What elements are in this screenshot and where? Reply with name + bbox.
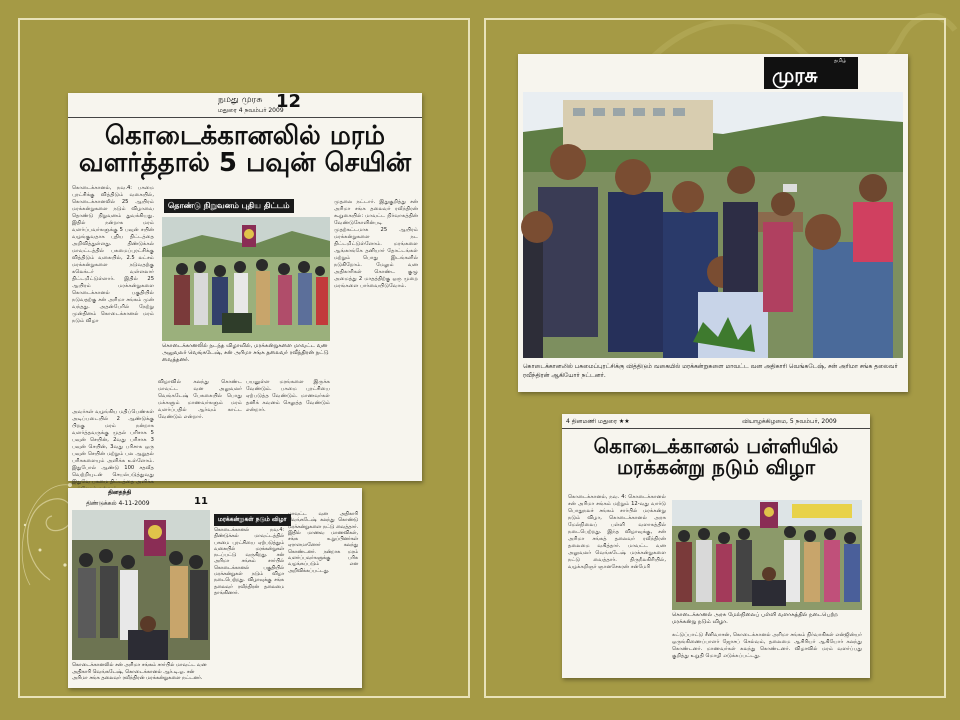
news-clipping-1 xyxy=(68,91,422,485)
paper-name: தினதந்தி xyxy=(108,489,132,496)
event-photo xyxy=(72,510,210,660)
headline xyxy=(68,123,422,178)
article-column: பயனுள்ள மரங்களை இருக்க வேண்டும். பசுமை புரட்சியை ஏற்படுத்த வேண்டும். மாணவர்கள் தனிக் கவனம் செலுத்த வேண்டும் என்றார். xyxy=(246,379,330,413)
photo-caption: கொடைக்கானலில் பசுமைப்புரட்சிக்கு வித்திடும் வகையில் மரக்கன்றுகளை மாவட்ட வன அதிகாரி வெங்கடேஷ், சன் அரிமா சங்க தலைவர் ரவீந்திரன் ஆகியோர் நட்டனர். xyxy=(523,363,898,379)
page-number: 11 xyxy=(194,496,208,507)
article-column: முதலை நட்டார். இதுகுறித்து சன் அரிமா சங்க தலைவர் ரவீந்திரன் கூறுகையில்: மாவட்ட நிர்வாகத்தின் வேண்டுகோளின்படி முதற்கட்டமாக 25 ஆயிரம் மரக்கன்றுகளை நட திட்டமிட்டுள்ளோம். மரங்களை ஆங்காங்கே தனியார் தோட்டங்கள் மற்றும் பொது இடங்களில் நடுகிறோம். மேலும் வன அதிகாரிகள் கொண்ட குழு அமைத்து 2 மாதத்திற்கு ஒரு முறை மரங்களை பார்வையிடுவோம். xyxy=(334,199,418,289)
headline-line-1: கொடைக்கானல் பள்ளியில் xyxy=(593,434,839,458)
news-clipping-2 xyxy=(518,54,908,392)
subhead-banner: மரக்கன்றுகள் நடும் விழா xyxy=(214,514,291,526)
event-photo xyxy=(523,92,903,358)
article-column: கொடைக்கானல் நவ.4: திண்டுக்கல் மாவட்டத்தில் பசுமை புரட்சியை ஏற்படுத்தும் வகையில் மரக்கன்றுகள் நடப்பட்டு வருகிறது. சன் அரிமா சங்கம் சார்பில் கொடைக்கானல் பகுதியில் மரக்கன்றுகள் நடும் விழா நடைபெற்றது. விழாவுக்கு சங்க தலைவர் ரவீந்திரன் தலைமை தாங்கினார். xyxy=(214,528,284,596)
headline-line-1: கொடைக்கானலில் மரம் xyxy=(104,121,386,151)
event-photo xyxy=(672,500,862,610)
news-clipping-4 xyxy=(562,414,870,678)
photo-caption: கொடைக்கானலில் சன் அரிமா சங்கம் சார்பில் மாவட்ட வன அதிகாரி வெங்கடேஷ், கொடைக்கானல் ஆர்.டி.ஓ. சன் அரிமா சங்க தலைவர் ரவீந்திரன் மரக்கன்றுகளை நட்டனர். xyxy=(72,662,207,681)
article-column: கொடைக்கானல், நவ. 4: கொடைக்கானல் சன் அரிமா சங்கம் மற்றும் 12-வது வார்டு பொதுநலச் சங்கம் சார்பில் மரக்கன்று நடும் விழா, கொடைக்கானல் அரசு மேல்நிலைப் பள்ளி வளாகத்தில் நடைபெற்றது. இந்த விழாவுக்கு, சன் அரிமா சங்கத் தலைவர் ரவீந்திரன் தலைமை வகித்தார். மாவட்ட வன அலுவலர் வெங்கடேஷ் மரக்கன்றுகளை நட்டு வைத்தார். திருநீலகிரியில், வழக்கறிஞர் ஞானசேகரன் சன்மேரி xyxy=(568,494,666,570)
subhead-banner: தொண்டு நிறுவனம் புதிய திட்டம் xyxy=(164,199,294,213)
paper-name: நமது முரசு xyxy=(218,95,263,105)
event-photo xyxy=(162,217,330,341)
edition-date: திண்டுக்கல் 4-11-2009 xyxy=(86,500,150,507)
page-number: 12 xyxy=(276,91,302,112)
headline-line-2: மரக்கன்று நடும் விழா xyxy=(616,455,816,479)
article-column: கொடைக்கானல், நவ.4: பசுமை புரட்சிக்கு வித்திடும் வகையில், கொடைக்கானலில் 25 ஆயிரம் மரக்கன்றுகளை நடும் விழாவை தொண்டு நிறுவனம் துவக்கியது. இதில் நன்றாக மரம் வளர்ப்பவர்களுக்கு 5 பவுன் சயின் வழங்குவதாக புதிய திட்டத்தை அறிவித்துள்ளது. திண்டுக்கல் மாவட்டத்தில் பசுமைப்புரட்சிக்கு வித்திடும் வகையில், 2.5 லட்சம் மரக்கன்றுகளை நடுவதற்கு கலெக்டர் வள்ளலார் திட்டமிட்டுள்ளார். இதில் 25 ஆயிரம் மரக்கன்றுகளை கொடைக்கானல் பகுதியில் நடுவதற்கு சன் அரிமா சங்கம் முன் வந்தது. அதன்பேரில் நேற்று முன்தினம் கொடைக்கானல் மரம் நடும் விழா xyxy=(72,185,154,324)
headline-line-2: வளர்த்தால் 5 பவுன் செயின் xyxy=(78,148,412,179)
article-column: விழாவில் கலந்து கொண்ட மாவட்ட வன அலுவலர் வெங்கடேஷ் பேசுகையில் பொது மக்களும் மாணவர்களும் மரம் வளர்ப்பதில் ஆர்வம் காட்ட வேண்டும் என்றார். xyxy=(158,379,242,420)
photo-caption: கொடைக்கானல் அரசு மேல்நிலைப் பள்ளி வளாகத்தில் நடைபெற்ற மரக்கன்று நடும் விழா. xyxy=(672,612,839,625)
headline xyxy=(562,436,870,478)
article-column: கட்டுப்பாட்டு சீனிவாசன், கொடைக்கானல் அரிமா சங்கம் நிர்வாகிகள் என்ஜின்யர் ஒருங்கிணைப்பாளர் ஜோசப் செல்வம், தலைமை ஆசிரியர் ஆகியோர் கலந்து கொண்டனர். மாணவர்கள் கலந்து கொண்டனர். விழாவில் மரம் வளர்ப்பது குறித்து உறுதி மொழி எடுக்கப்பட்டது. xyxy=(672,632,863,659)
masthead-logo: தமிழ் முரசு xyxy=(764,57,858,89)
photo-caption: கொடைக்கானலில் நடந்த விழாவில், மரக்கன்றுகளை மாவட்ட வன அலுவலர் வெங்கடேஷ், சன் அரிமா சங்க தலைவர் ரவீந்திரன் நட்டு வைத்தனர். xyxy=(162,343,329,363)
article-column: அவர்கள் வழங்கிய மதிப்பெண்கள் அடிப்படையில் 2 ஆண்டுக்கு பிறகு மரம் நன்றாக வளர்த்தவருக்கு முதல் பரிசாக 5 பவுன் செயின், 2வது பரிசாக 3 பவுன் செயின், 3வது பரிசாக ஒரு பவுன் செயின் மற்றும் பல ஆறுதல் பரிசுகளையும் அளிக்க உள்ளோம். இதுபோல் ஆண்டு 100 சதவீத வெற்றியுடன் செயல்படுத்துவது இதுவே பசுமை திட்டத்தை அளிக்க xyxy=(72,409,154,485)
edition-date: மதுரை 4 நவம்பர் 2009 xyxy=(218,107,284,114)
edition-date: வியாழக்கிழமை, 5 நவம்பர், 2009 xyxy=(742,418,837,425)
edition-label: 4 தினமணி மதுரை ★★ xyxy=(566,418,630,425)
news-clipping-3 xyxy=(68,488,362,688)
article-column: மாவட்ட வன அதிகாரி வெங்கடேஷ் கலந்து கொண்டு மரக்கன்றுகளை நட்டு வைத்தார். இதில் மாணவ மாணவிகள், சங்க உறுப்பினர்கள் ஏராளமானோர் கலந்து கொண்டனர். நன்றாக மரம் வளர்ப்பவர்களுக்கு பரிசு வழங்கப்படும் என அறிவிக்கப்பட்டது. xyxy=(288,512,358,574)
